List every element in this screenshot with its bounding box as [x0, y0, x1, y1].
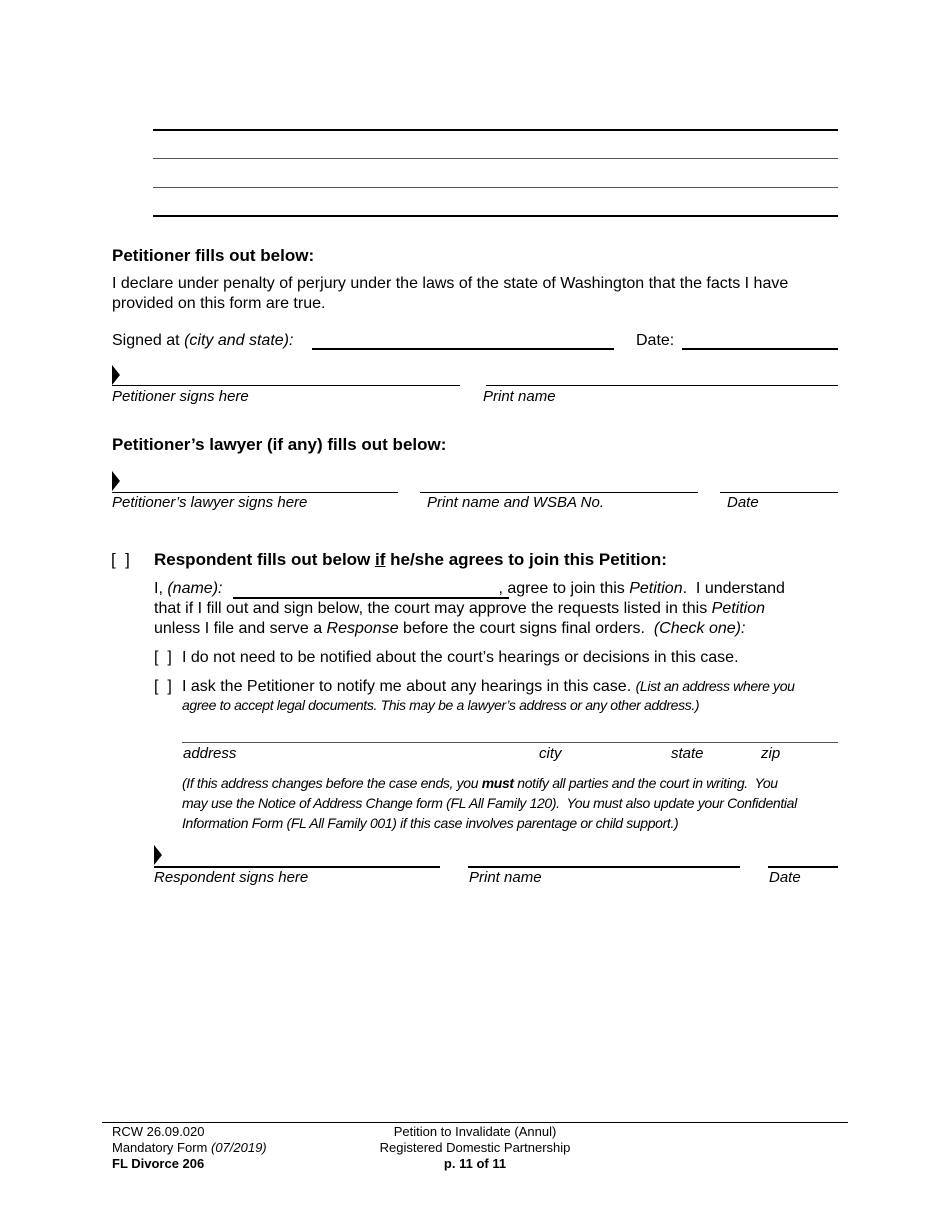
petitioner-print-name-label: Print name	[483, 388, 556, 405]
footer-left	[112, 1124, 267, 1172]
option2-note-line-2: agree to accept legal documents. This may be a lawyer’s address or any other address.)	[182, 697, 700, 713]
option2-text: I ask the Petitioner to notify me about any hearings in this case. (List an address where you	[182, 678, 795, 695]
respondent-heading: Respondent fills out below if he/she agrees to join this Petition:	[154, 550, 667, 569]
respondent-join-line-1: I, (name): , agree to join this Petition. I understand	[154, 580, 785, 597]
blank-line-2[interactable]	[153, 158, 838, 159]
lawyer-print-name-field[interactable]	[420, 492, 698, 493]
petitioner-heading: Petitioner fills out below:	[112, 246, 315, 265]
respondent-name-field[interactable]	[233, 597, 509, 599]
footer-title-line-1: Petition to Invalidate (Annul)	[393, 1124, 557, 1139]
lawyer-signs-here-label: Petitioner’s lawyer signs here	[112, 494, 308, 511]
respondent-signs-here-label: Respondent signs here	[154, 869, 309, 886]
petitioner-print-name-field[interactable]	[486, 385, 838, 386]
zip-label: zip	[761, 745, 781, 762]
respondent-print-name-label: Print name	[469, 869, 542, 886]
date-field[interactable]	[682, 348, 838, 350]
footer-divider	[102, 1122, 848, 1123]
lawyer-print-name-label: Print name and WSBA No.	[427, 494, 605, 511]
footer-center	[360, 1124, 590, 1172]
respondent-print-name-field[interactable]	[468, 866, 740, 868]
petitioner-signature-field[interactable]	[112, 385, 460, 386]
footer-mandatory-form: Mandatory Form (07/2019)	[112, 1140, 267, 1155]
footer-title-line-2: Registered Domestic Partnership	[379, 1140, 571, 1155]
address-field[interactable]	[182, 742, 838, 743]
lawyer-signature-field[interactable]	[112, 492, 398, 493]
footer-rcw: RCW 26.09.020	[112, 1124, 205, 1139]
option1-text: I do not need to be notified about the court’s hearings or decisions in this case.	[182, 649, 739, 666]
address-change-notice: (If this address changes before the case ends, you must notify all parties and the court in writing. You may use the Notice of Address Change form (FL All Family 120). You must also update your Confidential Information Form (FL All Family 001) if this case involves parentage or child support.)	[182, 775, 797, 831]
respondent-join-line-2: that if I fill out and sign below, the court may approve the requests listed in this Petition	[154, 600, 766, 617]
address-label: address	[183, 745, 237, 762]
declaration-text: I declare under penalty of perjury under the laws of the state of Washington that the facts I have provided on this form are true.	[112, 275, 789, 312]
footer-page-number: p. 11 of 11	[443, 1156, 507, 1171]
respondent-join-line-3: unless I file and serve a Response before the court signs final orders. (Check one):	[154, 620, 746, 637]
respondent-date-label: Date	[769, 869, 801, 886]
lawyer-heading: Petitioner’s lawyer (if any) fills out below:	[112, 435, 447, 454]
option1-checkbox[interactable]: [ ]	[154, 649, 172, 666]
date-label: Date:	[636, 332, 675, 349]
sign-here-arrow-icon	[154, 845, 162, 865]
respondent-date-field[interactable]	[768, 866, 838, 868]
blank-line-4[interactable]	[153, 215, 838, 217]
lawyer-date-field[interactable]	[720, 492, 838, 493]
petitioner-signs-here-label: Petitioner signs here	[112, 388, 249, 405]
blank-line-1[interactable]	[153, 129, 838, 131]
sign-here-arrow-icon	[112, 365, 120, 385]
sign-here-arrow-icon	[112, 471, 120, 491]
signed-at-label: Signed at (city and state):	[112, 332, 294, 349]
city-label: city	[539, 745, 562, 762]
blank-line-3[interactable]	[153, 187, 838, 188]
respondent-checkbox[interactable]: [ ]	[111, 550, 130, 569]
signed-at-field[interactable]	[312, 348, 614, 350]
state-label: state	[671, 745, 704, 762]
option2-checkbox[interactable]: [ ]	[154, 678, 172, 695]
lawyer-date-label: Date	[727, 494, 759, 511]
footer-form-id: FL Divorce 206	[112, 1156, 205, 1171]
respondent-signature-field[interactable]	[154, 866, 440, 868]
